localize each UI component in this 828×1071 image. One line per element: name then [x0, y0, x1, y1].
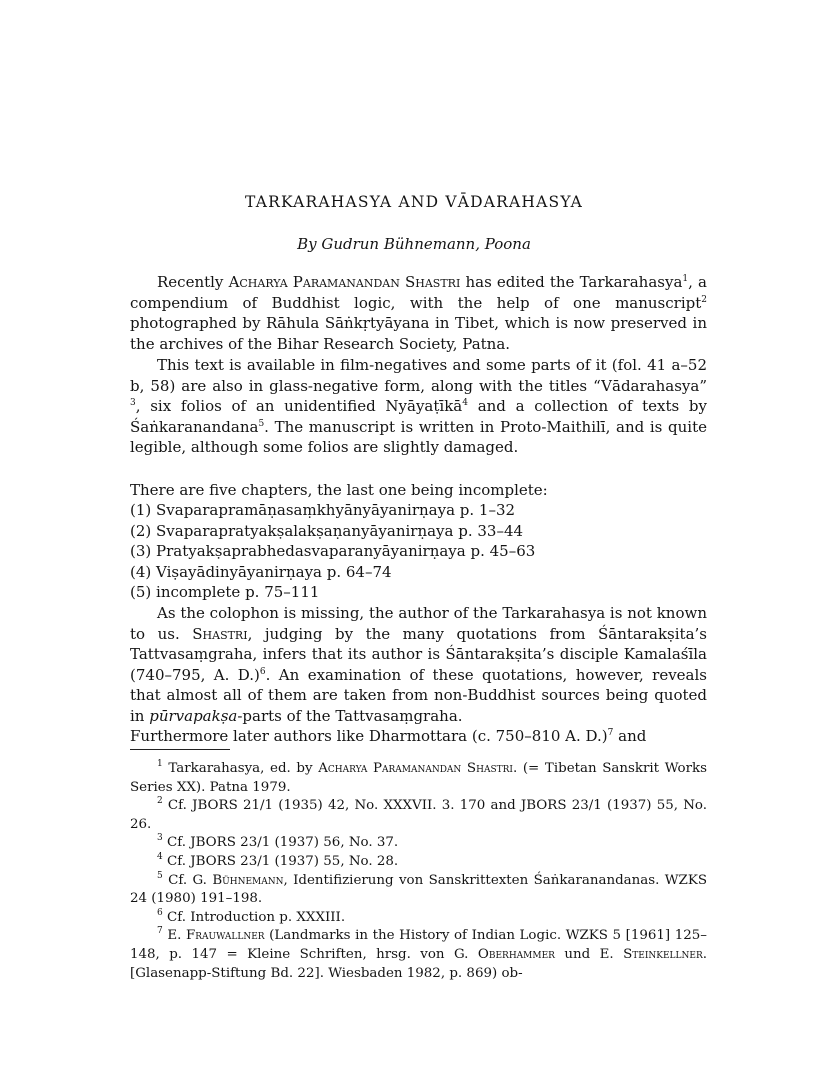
- body-paragraph-5: Furthermore later authors like Dharmottara (c. 750–810 A. D.)$^7$ and: [130, 727, 647, 745]
- editor-name: Acharya Paramanandan Shastri: [228, 273, 461, 291]
- footnote-3: $^3$ Cf. JBORS 23/1 (1937) 56, No. 37.: [157, 833, 399, 851]
- author-byline: By Gudrun Bühnemann, Poona: [297, 235, 531, 253]
- chapter-item: (5) incomplete p. 75–111: [130, 583, 320, 601]
- footnote-4: $^4$ Cf. JBORS 23/1 (1937) 55, No. 28.: [157, 851, 399, 869]
- footnote-ref-2: 2: [701, 294, 707, 305]
- footnote-divider: [130, 749, 230, 750]
- footnote-6: $^6$ Cf. Introduction p. XXXIII.: [157, 907, 346, 925]
- footnote-1: $^1$ Tarkarahasya, ed. by Acharya Paramanandan Shastri. (= Tibetan Sanskrit Works Series XX). Patna 1979.: [130, 759, 707, 795]
- footnote-ref-4: 4: [462, 398, 468, 408]
- footnotes: [130, 760, 707, 983]
- body-paragraph-1: Recently Acharya Paramanandan Shastri has edited the Tarkarahasya$^1$, a compendium of Buddhist logic, with the help of one manuscript$^2$ photographed by Rāhula Sāṅkṛtyāyana in Tibet, which is now preserved in the archives of the Bihar Research Society, Patna.: [130, 273, 707, 353]
- body-paragraph-2: This text is available in film-negatives and some parts of it (fol. 41 a–52 b, 58) are also in glass-negative form, along with the titles “Vādarahasya” $^3$, six folios of an unidentified Nyāyaṭīkā$^4$ and a collection of texts by Śaṅkaranandana$^5$. The manuscript is written in Proto-Maithilī, and is quite legible, although some folios are slightly damaged.: [130, 356, 708, 456]
- footnote-ref-7: 7: [607, 728, 614, 738]
- italic-term: pūrvapakṣa: [149, 706, 238, 725]
- footnote-ref-5: 5: [258, 418, 265, 429]
- body-paragraph-4: As the colophon is missing, the author of the Tarkarahasya is not known to us. Shastri, judging by the many quotations from Śāntarakṣita’s Tattvasaṃgraha, infers that its author is Śāntarakṣita’s disciple Kamalaśīla (740–795, A. D.)$^6$. An examination of these quotations, however, reveals that almost all of them are taken from non-Buddhist sources being quoted in pūrvapakṣa-parts of the Tattvasaṃgraha.: [130, 604, 707, 725]
- footnote-ref-1: 1: [682, 274, 689, 284]
- footnote-ref-3: 3: [130, 398, 136, 408]
- chapter-item: (3) Pratyakṣaprabhedasvaparanyāyanirṇaya p. 45–63: [130, 542, 536, 560]
- chapter-item: (1) Svaparapramāṇasaṃkhyānyāyanirṇaya p. 1–32: [130, 501, 516, 519]
- article-title: TARKARAHASYA AND VĀDARAHASYA: [245, 193, 583, 211]
- chapter-item: (2) Svaparapratyakṣalakṣaṇanyāyanirṇaya p. 33–44: [130, 521, 524, 540]
- footnote-5: $^5$ Cf. G. Bühnemann, Identifizierung von Sanskrittexten Śaṅkaranandanas. WZKS 24 (1980) 191–198.: [130, 870, 707, 907]
- footnote-2: $^2$ Cf. JBORS 21/1 (1935) 42, No. XXXVII. 3. 170 and JBORS 23/1 (1937) 55, No. 26.: [130, 796, 707, 832]
- author-name: Shastri: [192, 624, 248, 643]
- body-paragraph-3: There are five chapters, the last one being incomplete:: [130, 481, 548, 499]
- chapter-item: (4) Viṣayādinyāyanirṇaya p. 64–74: [130, 562, 392, 581]
- chapter-list: [130, 500, 707, 603]
- footnote-ref-6: 6: [259, 666, 266, 677]
- footnote-7: $^7$ E. Frauwallner (Landmarks in the History of Indian Logic. WZKS 5 [1961] 125–148, p. 147 = Kleine Schriften, hrsg. von G. Oberhammer und E. Steinkellner. [Glasenapp-Stiftung Bd. 22]. Wiesbaden 1982, p. 869) ob-: [130, 926, 707, 981]
